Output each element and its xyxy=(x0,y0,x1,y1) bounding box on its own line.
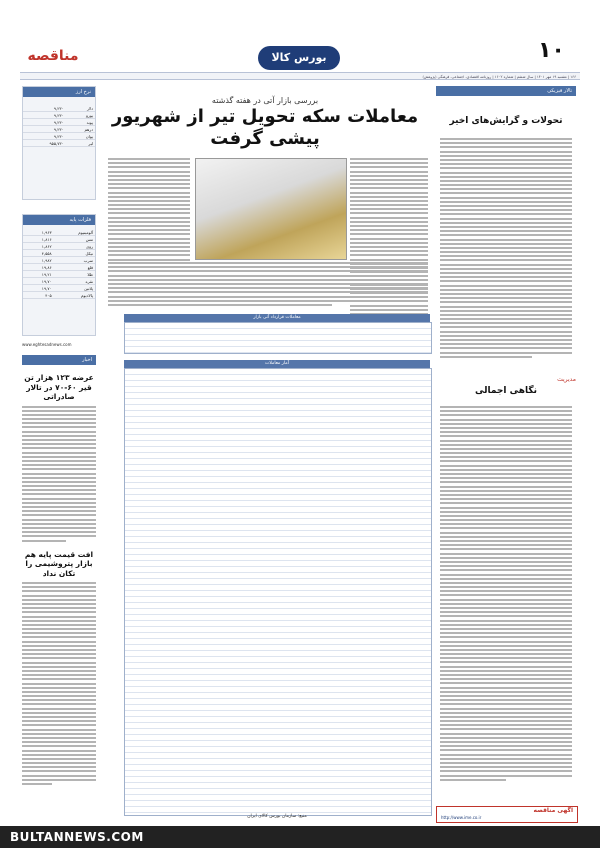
coin-photo xyxy=(195,158,347,260)
bourse-kala-logo: بورس کالا xyxy=(258,46,340,70)
news1-body xyxy=(22,406,96,542)
right-article2-title: نگاهی اجمالی xyxy=(475,386,537,396)
news2-title: افت قیمت پایه هم بازار پتروشیمی را تکان نداد xyxy=(24,549,94,578)
main-body-bottom xyxy=(108,262,428,308)
tender-ad-box xyxy=(436,806,578,823)
main-headline-line2: پیشی گرفت xyxy=(210,128,320,149)
fx-box xyxy=(22,86,96,200)
news-label: اخبار xyxy=(22,355,96,365)
right-article1-title: تحولات و گرایش‌های اخیر xyxy=(449,116,563,126)
fx-table xyxy=(23,105,95,147)
monaghese-logo: مناقصه xyxy=(27,48,79,64)
fx-row: یورو ۹,۲۳۰ xyxy=(23,112,95,119)
metal-row: سرب ۱,۹۸۲ xyxy=(23,257,95,264)
right-article2-kicker: مدیریت xyxy=(557,376,576,383)
metal-row: پالادیوم ۴۰۵ xyxy=(23,292,95,299)
metals-box xyxy=(22,214,96,336)
fx-box-title: نرخ ارز xyxy=(23,87,95,97)
fx-row: درهم ۹,۲۳۰ xyxy=(23,126,95,133)
main-headline-line1: معاملات سکه تحویل تیر از شهریور xyxy=(111,106,419,127)
tender-ad-url[interactable]: http://www.ime.co.ir xyxy=(441,815,482,820)
right-column xyxy=(436,86,576,821)
main-kicker: بررسی بازار آتی در هفته گذشته xyxy=(211,96,319,105)
metal-row: نقره ۱۹,۷۰ xyxy=(23,278,95,285)
right-article1-body xyxy=(440,138,572,360)
tender-ad-title: آگهی مناقصه xyxy=(533,807,573,814)
masthead xyxy=(0,0,600,70)
table-source-caption: منبع: سازمان بورس کالای ایران xyxy=(247,814,307,819)
metals-box-title: فلزات پایه xyxy=(23,215,95,225)
futures-table xyxy=(124,322,432,354)
metal-row: پلاتین ۱۹,۷۰ xyxy=(23,285,95,292)
footer-watermark: BULTANNEWS.COM xyxy=(0,826,600,848)
fx-row: پوند ۹,۲۳۰ xyxy=(23,119,95,126)
metal-row: مس ۱,۸۱۶ xyxy=(23,236,95,243)
metal-row: نیکل ۴,۵۵۸ xyxy=(23,250,95,257)
right-article2-body xyxy=(440,406,572,783)
trades-table xyxy=(124,368,432,816)
fx-row: لیر ۹۵۵,۷۳۰ xyxy=(23,140,95,147)
left-column xyxy=(22,86,96,821)
table2-title: آمار معاملات xyxy=(124,360,430,368)
fx-row: دلار ۹,۲۳۰ xyxy=(23,105,95,112)
news2-body xyxy=(22,582,96,785)
news1-title: عرضه ۱۲۳ هزار تن قیر ۶۰-۷۰ در تالار صادراتی xyxy=(24,373,94,401)
metal-row: روی ۱,۸۶۲ xyxy=(23,243,95,250)
website-link[interactable]: www.eghtesadnews.com xyxy=(22,342,72,347)
table1-title: معاملات قرارداد آتی بازار xyxy=(124,314,430,322)
main-body-col-left xyxy=(108,158,190,263)
metal-row: طلا ۱۹,۲۱ xyxy=(23,271,95,278)
metal-row: آلومینیوم ۱,۹۶۳ xyxy=(23,229,95,236)
fx-row: یوان ۹,۲۳۰ xyxy=(23,133,95,140)
header-rule: ۱۶۶ | مشنبه ۱۹ مهر ۱۴۰۱ | سال ششم | شماره ۱۶۰۲ | روزنامه اقتصادی، اجتماعی، فرهنگی (پژوهش) xyxy=(20,72,580,80)
metal-row: قلع ۱۹,۸۶ xyxy=(23,264,95,271)
right-section-label: تالار فیزیکی xyxy=(436,86,576,96)
page-number: ۱۰ xyxy=(538,38,565,63)
metals-table xyxy=(23,229,95,299)
